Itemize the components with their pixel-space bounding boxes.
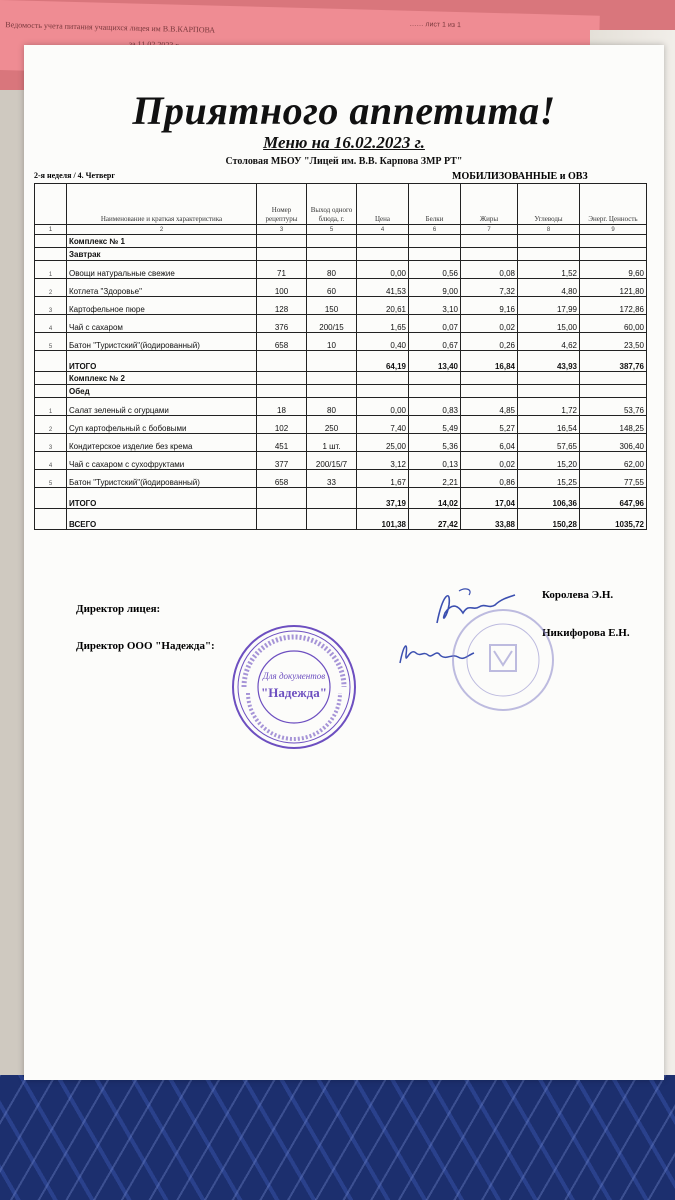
- menu-table: [34, 183, 647, 530]
- table-cell: 3,10: [409, 297, 461, 315]
- total-value: 14,02: [409, 488, 461, 509]
- empty-cell: [257, 235, 307, 248]
- column-number: 4: [357, 225, 409, 235]
- pink-doc-line1: Ведомость учета питания учащихся лицея им В.В.КАРПОВА: [5, 20, 216, 35]
- table-cell: 80: [307, 398, 357, 416]
- total-value: 17,04: [461, 488, 518, 509]
- empty-cell: [35, 488, 67, 509]
- table-row: [35, 297, 647, 315]
- dish-name: Котлета "Здоровье": [67, 279, 257, 297]
- table-cell: 1,65: [357, 315, 409, 333]
- blue-cloth-pattern: [0, 1075, 675, 1200]
- table-cell: 451: [257, 434, 307, 452]
- table-cell: 5,36: [409, 434, 461, 452]
- complex-1-header: [35, 235, 647, 248]
- table-cell: 41,53: [357, 279, 409, 297]
- empty-cell: [357, 372, 409, 385]
- breakfast-header-label: Завтрак: [67, 248, 257, 261]
- director-ooo-label: Директор ООО "Надежда":: [76, 640, 215, 652]
- empty-cell: [461, 385, 518, 398]
- dish-name: Суп картофельный с бобовыми: [67, 416, 257, 434]
- total-value: 43,93: [518, 351, 580, 372]
- director-ooo-name: Никифорова Е.Н.: [542, 627, 630, 639]
- empty-cell: [518, 385, 580, 398]
- empty-cell: [35, 509, 67, 530]
- table-cell: 0,08: [461, 261, 518, 279]
- table-row: [35, 315, 647, 333]
- empty-cell: [307, 509, 357, 530]
- dish-name: Батон "Туристский"(йодированный): [67, 333, 257, 351]
- breakfast-header: [35, 248, 647, 261]
- table-cell: 0,02: [461, 452, 518, 470]
- dish-name: Батон "Туристский"(йодированный): [67, 470, 257, 488]
- total-value: 387,76: [580, 351, 647, 372]
- table-cell: 0,02: [461, 315, 518, 333]
- empty-cell: [461, 372, 518, 385]
- table-cell: 1: [35, 398, 67, 416]
- table-cell: 57,65: [518, 434, 580, 452]
- empty-cell: [357, 248, 409, 261]
- header-row: [35, 184, 647, 225]
- table-cell: 0,67: [409, 333, 461, 351]
- table-cell: 4,85: [461, 398, 518, 416]
- table-cell: 0,00: [357, 398, 409, 416]
- table-cell: 5: [35, 333, 67, 351]
- column-number: 7: [461, 225, 518, 235]
- column-number: 3: [257, 225, 307, 235]
- col-header: Наименование и краткая характеристика: [67, 184, 257, 225]
- table-cell: 1,72: [518, 398, 580, 416]
- table-cell: 0,86: [461, 470, 518, 488]
- pink-doc-line3: …… лист 1 из 1: [409, 20, 461, 30]
- table-cell: 25,00: [357, 434, 409, 452]
- col-header: Цена: [357, 184, 409, 225]
- column-number-row: [35, 225, 647, 235]
- grand-total-row: [35, 509, 647, 530]
- table-cell: 23,50: [580, 333, 647, 351]
- dish-name: Салат зеленый с огурцами: [67, 398, 257, 416]
- table-cell: 102: [257, 416, 307, 434]
- total-value: 37,19: [357, 488, 409, 509]
- col-header: Выход одного блюда, г.: [307, 184, 357, 225]
- table-cell: 4,62: [518, 333, 580, 351]
- table-cell: 658: [257, 470, 307, 488]
- page-title: Приятного аппетита!: [132, 88, 556, 133]
- table-cell: 5,27: [461, 416, 518, 434]
- table-cell: 5,49: [409, 416, 461, 434]
- total-value: 33,88: [461, 509, 518, 530]
- table-cell: 17,99: [518, 297, 580, 315]
- table-cell: 172,86: [580, 297, 647, 315]
- empty-cell: [35, 235, 67, 248]
- menu-date: Меню на 16.02.2023 г.: [263, 133, 425, 152]
- dish-name: Чай с сахаром с сухофруктами: [67, 452, 257, 470]
- empty-cell: [257, 372, 307, 385]
- table-cell: 53,76: [580, 398, 647, 416]
- empty-cell: [357, 385, 409, 398]
- table-cell: 0,07: [409, 315, 461, 333]
- table-cell: 1 шт.: [307, 434, 357, 452]
- total-value: 27,42: [409, 509, 461, 530]
- column-number: 5: [307, 225, 357, 235]
- empty-cell: [257, 509, 307, 530]
- table-cell: 2: [35, 279, 67, 297]
- organization-stamp: [230, 623, 358, 751]
- table-row: [35, 261, 647, 279]
- total-row-1-label: ИТОГО: [67, 351, 257, 372]
- empty-cell: [35, 248, 67, 261]
- table-cell: 0,26: [461, 333, 518, 351]
- col-header: Номер рецептуры: [257, 184, 307, 225]
- table-cell: 2: [35, 416, 67, 434]
- total-value: 1035,72: [580, 509, 647, 530]
- table-cell: 0,13: [409, 452, 461, 470]
- empty-cell: [257, 385, 307, 398]
- column-number: 2: [67, 225, 257, 235]
- empty-cell: [257, 248, 307, 261]
- table-cell: 7,40: [357, 416, 409, 434]
- total-value: 106,36: [518, 488, 580, 509]
- stamp-center: "Надежда": [261, 685, 327, 700]
- table-cell: 80: [307, 261, 357, 279]
- lunch-header: [35, 385, 647, 398]
- table-cell: 376: [257, 315, 307, 333]
- complex-1-header-label: Комплекс № 1: [67, 235, 257, 248]
- empty-cell: [518, 248, 580, 261]
- empty-cell: [580, 372, 647, 385]
- table-cell: 77,55: [580, 470, 647, 488]
- total-row-1: [35, 351, 647, 372]
- table-cell: 121,80: [580, 279, 647, 297]
- total-value: 64,19: [357, 351, 409, 372]
- table-cell: 4: [35, 452, 67, 470]
- table-cell: 200/15/7: [307, 452, 357, 470]
- table-cell: 60,00: [580, 315, 647, 333]
- empty-cell: [257, 351, 307, 372]
- table-cell: 306,40: [580, 434, 647, 452]
- empty-cell: [409, 372, 461, 385]
- total-row-2-label: ИТОГО: [67, 488, 257, 509]
- table-cell: 2,21: [409, 470, 461, 488]
- table-cell: 71: [257, 261, 307, 279]
- category-label: МОБИЛИЗОВАННЫЕ и ОВЗ: [452, 171, 588, 182]
- table-cell: 62,00: [580, 452, 647, 470]
- col-header: Углеводы: [518, 184, 580, 225]
- grand-total-row-label: ВСЕГО: [67, 509, 257, 530]
- table-row: [35, 434, 647, 452]
- table-cell: 1,67: [357, 470, 409, 488]
- empty-cell: [307, 372, 357, 385]
- table-cell: 4: [35, 315, 67, 333]
- empty-cell: [461, 235, 518, 248]
- empty-cell: [580, 248, 647, 261]
- table-cell: 15,00: [518, 315, 580, 333]
- table-cell: 0,56: [409, 261, 461, 279]
- table-cell: 0,40: [357, 333, 409, 351]
- table-cell: 1: [35, 261, 67, 279]
- dish-name: Картофельное пюре: [67, 297, 257, 315]
- empty-cell: [307, 248, 357, 261]
- empty-cell: [357, 235, 409, 248]
- empty-cell: [409, 235, 461, 248]
- table-row: [35, 416, 647, 434]
- table-cell: 33: [307, 470, 357, 488]
- table-row: [35, 398, 647, 416]
- empty-cell: [580, 385, 647, 398]
- col-header: Энерг. Ценность: [580, 184, 647, 225]
- table-cell: 9,60: [580, 261, 647, 279]
- table-cell: 200/15: [307, 315, 357, 333]
- week-day: 2-я неделя / 4. Четверг: [34, 171, 115, 180]
- empty-cell: [307, 385, 357, 398]
- total-value: 16,84: [461, 351, 518, 372]
- stamp-label: Для документов: [262, 671, 326, 681]
- empty-cell: [35, 351, 67, 372]
- table-cell: 15,20: [518, 452, 580, 470]
- empty-cell: [409, 385, 461, 398]
- table-cell: 60: [307, 279, 357, 297]
- table-row: [35, 452, 647, 470]
- table-cell: 150: [307, 297, 357, 315]
- table-row: [35, 470, 647, 488]
- col-header: Жиры: [461, 184, 518, 225]
- empty-cell: [257, 488, 307, 509]
- column-number: 9: [580, 225, 647, 235]
- dish-name: Овощи натуральные свежие: [67, 261, 257, 279]
- table-cell: 148,25: [580, 416, 647, 434]
- total-value: 13,40: [409, 351, 461, 372]
- empty-cell: [307, 235, 357, 248]
- total-value: 150,28: [518, 509, 580, 530]
- empty-cell: [307, 351, 357, 372]
- table-cell: 15,25: [518, 470, 580, 488]
- dish-name: Кондитерское изделие без крема: [67, 434, 257, 452]
- table-row: [35, 333, 647, 351]
- director-lyceum-label: Директор лицея:: [76, 603, 161, 615]
- total-row-2: [35, 488, 647, 509]
- column-number: 6: [409, 225, 461, 235]
- complex-2-header-label: Комплекс № 2: [67, 372, 257, 385]
- empty-cell: [518, 372, 580, 385]
- table-cell: 4,80: [518, 279, 580, 297]
- empty-cell: [461, 248, 518, 261]
- total-value: 101,38: [357, 509, 409, 530]
- empty-cell: [518, 235, 580, 248]
- complex-2-header: [35, 372, 647, 385]
- table-cell: 10: [307, 333, 357, 351]
- table-cell: 250: [307, 416, 357, 434]
- empty-cell: [307, 488, 357, 509]
- canteen-name: Столовая МБОУ "Лицей им. В.В. Карпова ЗМР РТ": [225, 156, 463, 167]
- column-number: 1: [35, 225, 67, 235]
- table-cell: 16,54: [518, 416, 580, 434]
- empty-cell: [35, 385, 67, 398]
- empty-cell: [35, 372, 67, 385]
- table-cell: 100: [257, 279, 307, 297]
- table-cell: 9,00: [409, 279, 461, 297]
- empty-cell: [409, 248, 461, 261]
- col-header: [35, 184, 67, 225]
- table-cell: 20,61: [357, 297, 409, 315]
- director-lyceum-name: Королева Э.Н.: [542, 589, 614, 601]
- faded-stamp: [448, 605, 558, 715]
- table-row: [35, 279, 647, 297]
- table-cell: 128: [257, 297, 307, 315]
- dish-name: Чай с сахаром: [67, 315, 257, 333]
- table-cell: 9,16: [461, 297, 518, 315]
- table-cell: 3: [35, 297, 67, 315]
- empty-cell: [580, 235, 647, 248]
- table-cell: 5: [35, 470, 67, 488]
- table-cell: 0,00: [357, 261, 409, 279]
- col-header: Белки: [409, 184, 461, 225]
- table-cell: 3,12: [357, 452, 409, 470]
- column-number: 8: [518, 225, 580, 235]
- table-cell: 7,32: [461, 279, 518, 297]
- table-cell: 1,52: [518, 261, 580, 279]
- menu-sheet: [24, 45, 664, 1080]
- total-value: 647,96: [580, 488, 647, 509]
- table-cell: 3: [35, 434, 67, 452]
- lunch-header-label: Обед: [67, 385, 257, 398]
- table-cell: 0,83: [409, 398, 461, 416]
- table-cell: 6,04: [461, 434, 518, 452]
- table-cell: 377: [257, 452, 307, 470]
- table-cell: 658: [257, 333, 307, 351]
- table-cell: 18: [257, 398, 307, 416]
